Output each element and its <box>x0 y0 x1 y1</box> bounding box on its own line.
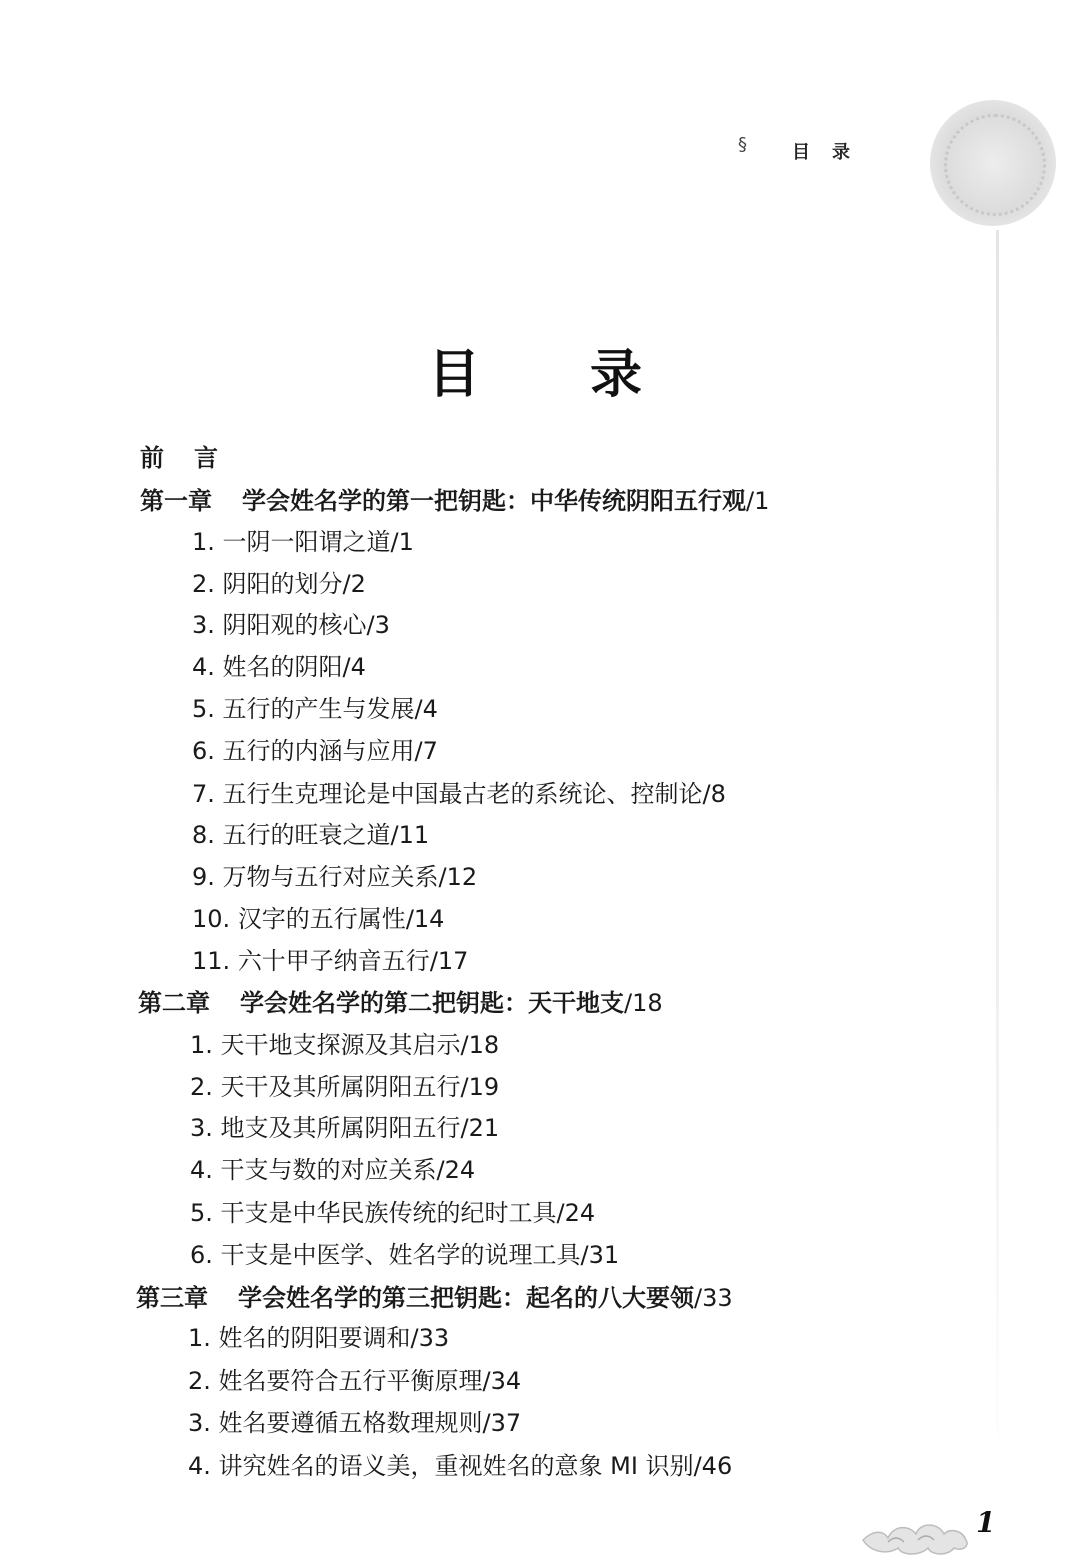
toc-chapter-3[interactable] <box>136 1283 733 1313</box>
item-page: /37 <box>482 1409 522 1437</box>
item-page: /18 <box>460 1031 500 1059</box>
toc-item[interactable] <box>188 1323 449 1353</box>
seal-decoration <box>930 100 1056 226</box>
item-number: 3. <box>192 611 215 639</box>
toc-item[interactable] <box>192 652 366 682</box>
item-number: 3. <box>190 1114 213 1142</box>
item-text: 姓名的阴阳 <box>222 653 343 681</box>
chapter-label: 第一章 <box>140 487 212 515</box>
toc-item[interactable] <box>192 946 468 976</box>
item-text: 一阴一阳谓之道 <box>222 528 391 556</box>
item-text: 干支是中医学、姓名学的说理工具 <box>220 1241 581 1269</box>
item-number: 11. <box>192 947 231 975</box>
toc-item[interactable] <box>192 694 438 724</box>
chapter-title: 学会姓名学的第一把钥匙：中华传统阴阳五行观 <box>242 487 746 515</box>
item-number: 1. <box>192 528 215 556</box>
item-page: /1 <box>390 528 414 556</box>
chapter-page: /1 <box>746 487 770 515</box>
item-number: 4. <box>188 1452 211 1480</box>
page-number: 1 <box>976 1506 996 1539</box>
item-page: /33 <box>410 1324 450 1352</box>
toc-item[interactable] <box>192 779 726 809</box>
toc-item[interactable] <box>192 736 438 766</box>
item-text: 五行的内涵与应用 <box>222 737 415 765</box>
chapter-page: /18 <box>624 989 663 1017</box>
toc-item[interactable] <box>188 1366 521 1396</box>
item-text: 阴阳观的核心 <box>222 611 367 639</box>
toc-item[interactable] <box>188 1451 732 1481</box>
item-number: 1. <box>190 1031 213 1059</box>
toc-item[interactable] <box>192 862 477 892</box>
item-number: 8. <box>192 821 215 849</box>
item-page: /17 <box>429 947 469 975</box>
seal-ring <box>944 114 1046 216</box>
item-text: 姓名要遵循五格数理规则 <box>218 1409 483 1437</box>
chapter-title: 学会姓名学的第三把钥匙：起名的八大要领 <box>238 1284 694 1312</box>
item-number: 5. <box>190 1199 213 1227</box>
toc-item[interactable] <box>190 1030 499 1060</box>
item-page: /46 <box>693 1452 733 1480</box>
item-number: 2. <box>190 1073 213 1101</box>
item-text: 天干地支探源及其启示 <box>220 1031 461 1059</box>
item-text: 姓名要符合五行平衡原理 <box>218 1367 483 1395</box>
toc-chapter-1[interactable] <box>140 486 769 516</box>
item-number: 1. <box>188 1324 211 1352</box>
item-number: 7. <box>192 780 215 808</box>
toc-item[interactable] <box>192 904 444 934</box>
item-text: 六十甲子纳音五行 <box>237 947 430 975</box>
item-text: 天干及其所属阴阳五行 <box>220 1073 461 1101</box>
item-text: 五行生克理论是中国最古老的系统论、控制论 <box>222 780 703 808</box>
item-page: /24 <box>436 1156 476 1184</box>
toc-item[interactable] <box>192 610 390 640</box>
item-page: /19 <box>460 1073 500 1101</box>
item-text: 地支及其所属阴阳五行 <box>220 1114 461 1142</box>
toc-chapter-2[interactable] <box>138 988 663 1018</box>
item-page: /8 <box>702 780 726 808</box>
toc-item[interactable] <box>192 527 414 557</box>
toc-item[interactable] <box>190 1240 619 1270</box>
item-page: /31 <box>580 1241 620 1269</box>
cloud-ornament-icon <box>858 1500 988 1560</box>
item-text: 干支是中华民族传统的纪时工具 <box>220 1199 557 1227</box>
item-page: /3 <box>366 611 390 639</box>
item-text: 五行的旺衰之道 <box>222 821 391 849</box>
item-page: /11 <box>390 821 430 849</box>
chapter-title: 学会姓名学的第二把钥匙：天干地支 <box>240 989 624 1017</box>
item-page: /21 <box>460 1114 500 1142</box>
chapter-label: 第三章 <box>136 1284 208 1312</box>
item-number: 10. <box>192 905 231 933</box>
item-page: /12 <box>438 863 478 891</box>
toc-item[interactable] <box>190 1155 475 1185</box>
item-text: 姓名的阴阳要调和 <box>218 1324 411 1352</box>
item-number: 9. <box>192 863 215 891</box>
header-ornament-icon: § <box>738 134 747 155</box>
item-text: 汉字的五行属性 <box>237 905 406 933</box>
item-number: 6. <box>192 737 215 765</box>
toc-item[interactable] <box>188 1408 521 1438</box>
item-number: 2. <box>188 1367 211 1395</box>
margin-line <box>996 230 999 1480</box>
page-title-right: 录 <box>590 345 643 405</box>
toc-item[interactable] <box>192 569 366 599</box>
item-number: 2. <box>192 570 215 598</box>
toc-item[interactable] <box>190 1198 595 1228</box>
chapter-page: /33 <box>694 1284 733 1312</box>
toc-item[interactable] <box>190 1072 499 1102</box>
item-number: 5. <box>192 695 215 723</box>
toc-item[interactable] <box>190 1113 499 1143</box>
item-text: 阴阳的划分 <box>222 570 343 598</box>
item-text: 干支与数的对应关系 <box>220 1156 437 1184</box>
item-text: 讲究姓名的语义美，重视姓名的意象 MI 识别 <box>218 1452 694 1480</box>
item-number: 4. <box>192 653 215 681</box>
running-title: 目录 <box>792 142 872 163</box>
item-page: /34 <box>482 1367 522 1395</box>
item-text: 万物与五行对应关系 <box>222 863 439 891</box>
item-number: 4. <box>190 1156 213 1184</box>
item-number: 3. <box>188 1409 211 1437</box>
page-title-left: 目 <box>428 345 481 405</box>
chapter-label: 第二章 <box>138 989 210 1017</box>
item-number: 6. <box>190 1241 213 1269</box>
item-text: 五行的产生与发展 <box>222 695 415 723</box>
item-page: /2 <box>342 570 366 598</box>
item-page: /4 <box>342 653 366 681</box>
toc-item[interactable] <box>192 820 429 850</box>
item-page: /24 <box>556 1199 596 1227</box>
toc-preface[interactable]: 前言 <box>140 444 248 472</box>
item-page: /4 <box>414 695 438 723</box>
item-page: /7 <box>414 737 438 765</box>
item-page: /14 <box>405 905 445 933</box>
